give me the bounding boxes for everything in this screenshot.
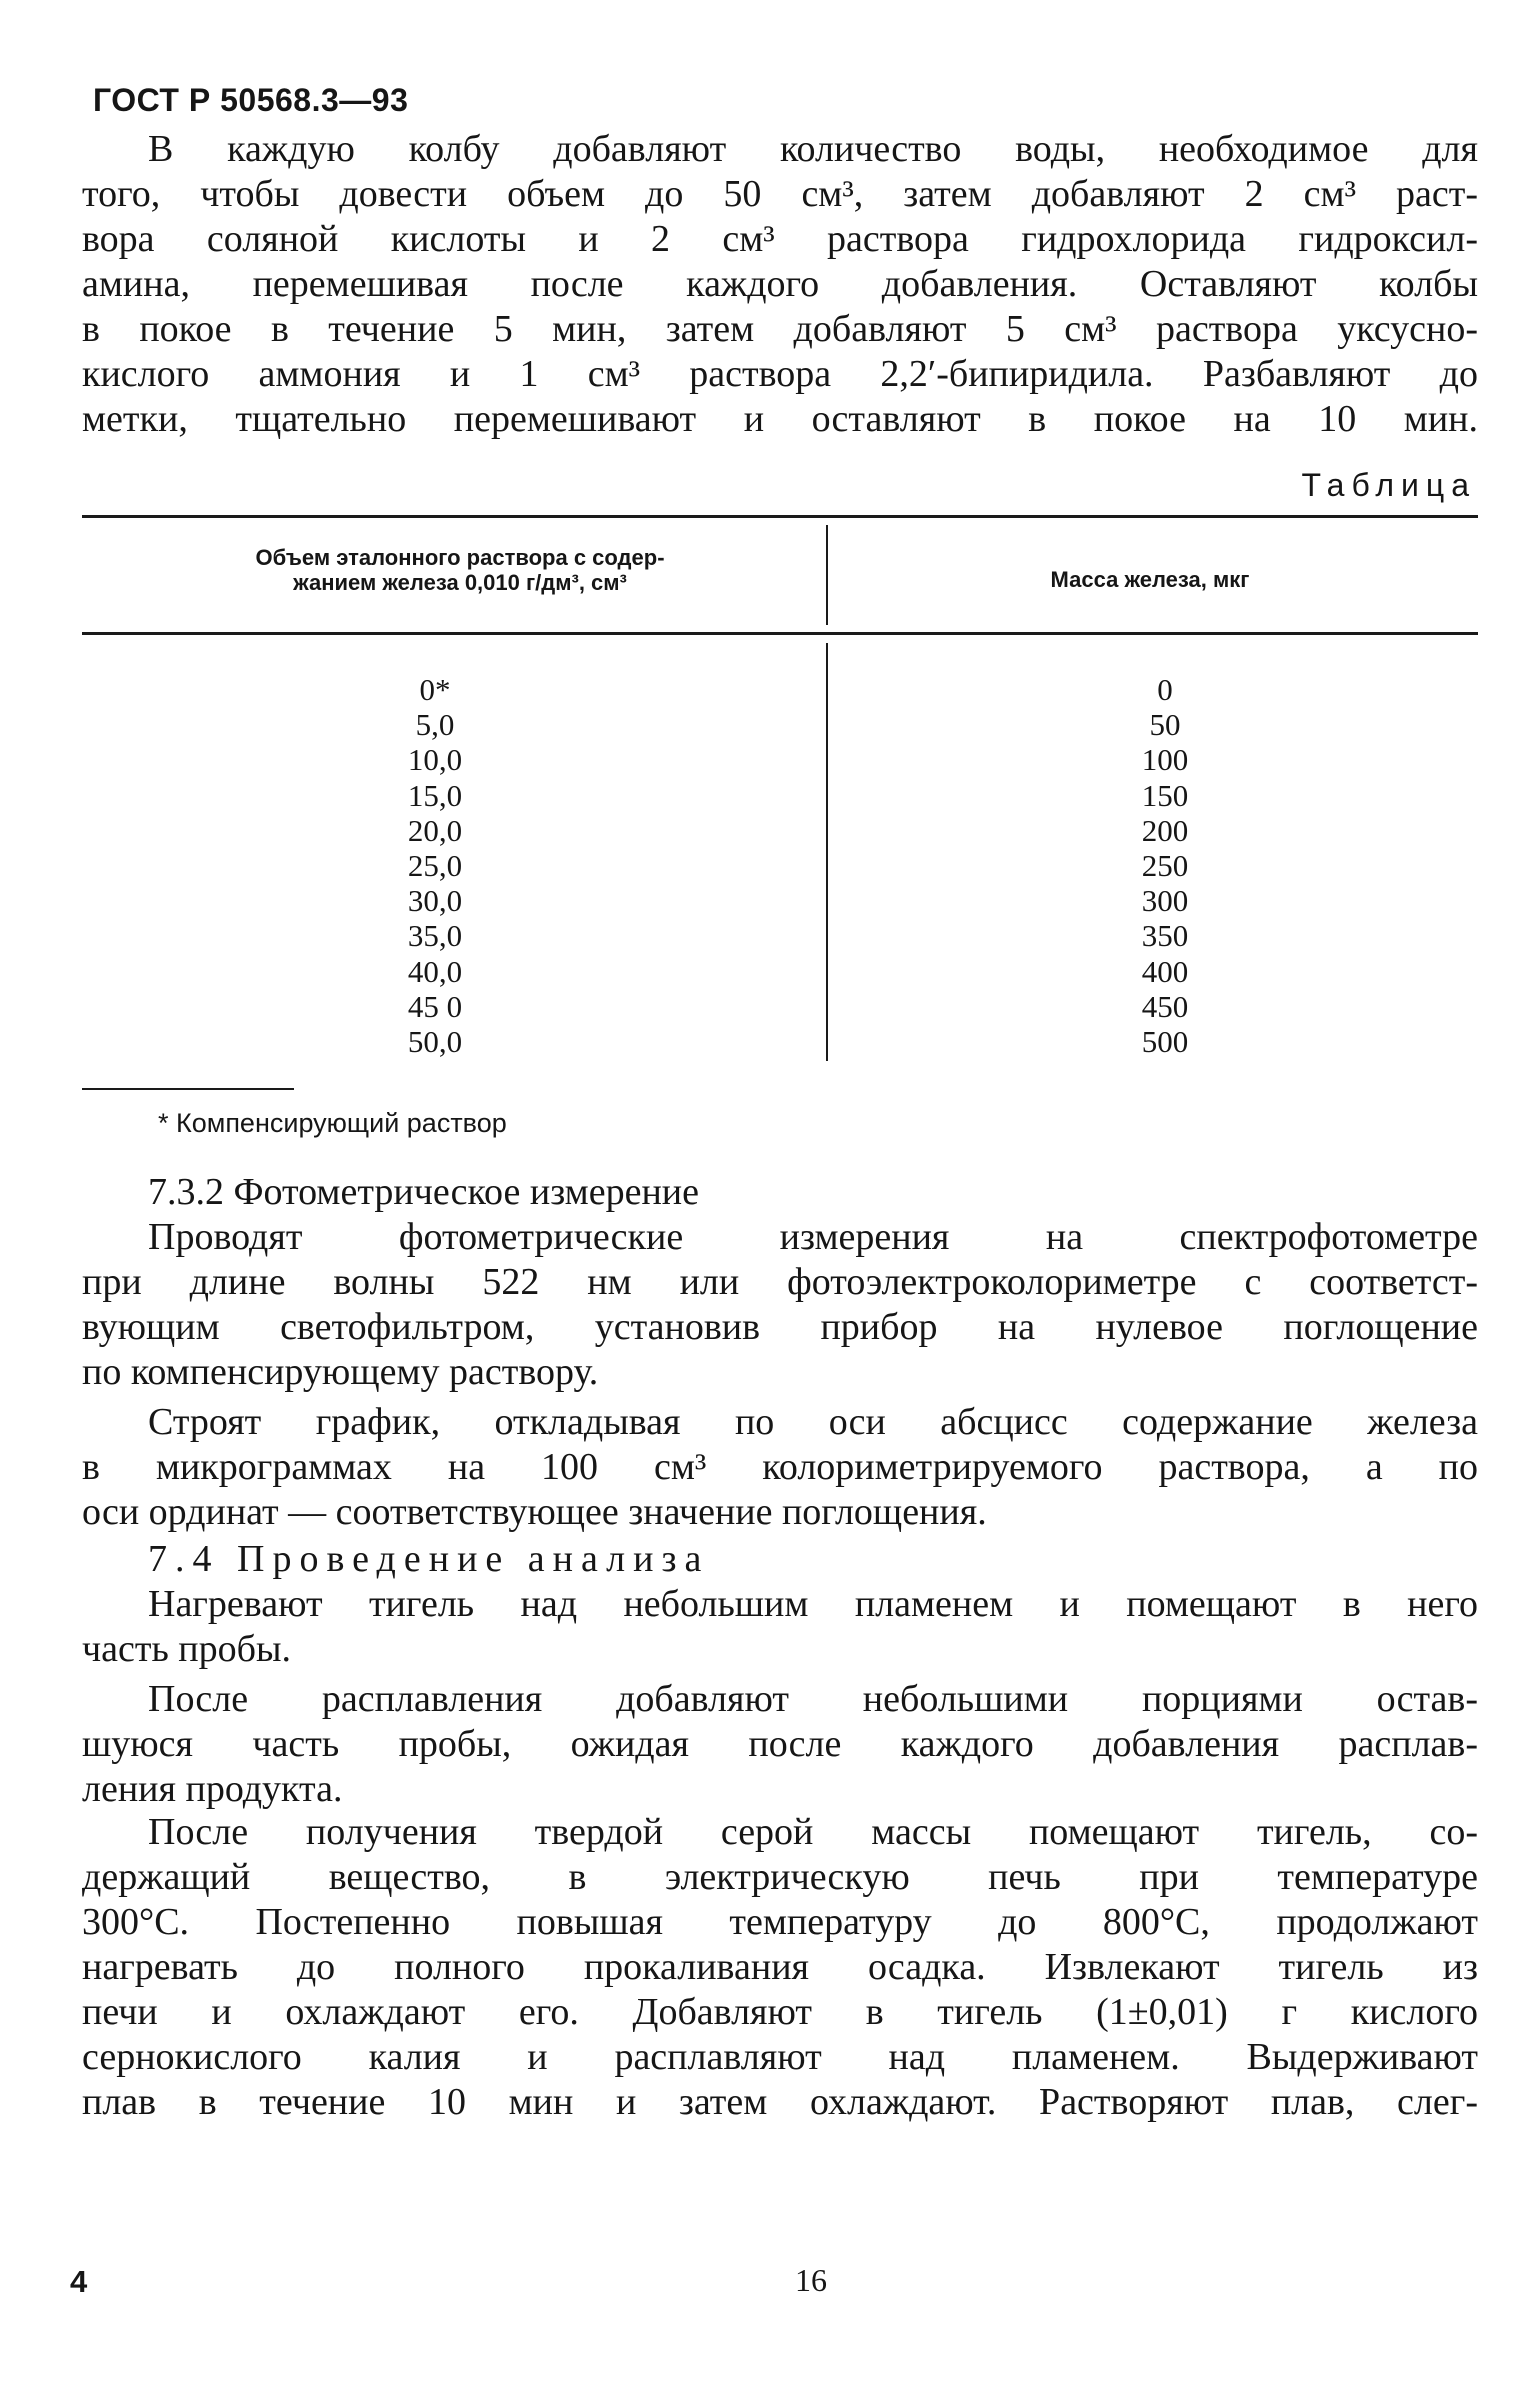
text-line: нагревать до полного прокаливания осадка. Извлекают тигель из — [82, 1946, 1478, 1988]
text-line: кислого аммония и 1 см³ раствора 2,2′-бипиридила. Разбавляют до — [82, 353, 1478, 395]
table-footnote: * Компенсирующий раствор — [158, 1108, 507, 1138]
text-line: 300°С. Постепенно повышая температуру до 800°С, продолжают — [82, 1901, 1478, 1943]
document-code: ГОСТ Р 50568.3—93 — [93, 82, 409, 118]
text-line: плав в течение 10 мин и затем охлаждают. Растворяют плав, слег- — [82, 2081, 1478, 2123]
paragraph-photometric-1 — [82, 1215, 1478, 1395]
table-cell: 0 — [1157, 672, 1173, 707]
table-cell: 35,0 — [407, 918, 463, 954]
text-line: вора соляной кислоты и 2 см³ раствора гидрохлорида гидроксил- — [82, 218, 1478, 260]
table-cell: 15,0 — [407, 777, 463, 813]
text-line: печи и охлаждают его. Добавляют в тигель (1±0,01) г кислого — [82, 1991, 1478, 2033]
section-heading-7-4: 7.4 Проведение анализа — [148, 1538, 710, 1580]
text-line: В каждую колбу добавляют количество воды, необходимое для — [148, 128, 1478, 170]
table-cell: 30,0 — [407, 883, 463, 919]
table-cell: 10,0 — [407, 742, 463, 778]
text-line: Строят график, откладывая по оси абсцисс содержание железа — [148, 1401, 1478, 1443]
text-line: в покое в течение 5 мин, затем добавляют 5 см³ раствора уксусно- — [82, 308, 1478, 350]
paragraph-analysis-1 — [82, 1582, 1478, 1672]
text-line: шуюся часть пробы, ожидая после каждого добавления расплав- — [82, 1723, 1478, 1765]
section-heading-7-3-2: 7.3.2 Фотометрическое измерение — [148, 1171, 699, 1213]
paragraph-photometric-2 — [82, 1400, 1478, 1535]
text-line: часть пробы. — [82, 1628, 291, 1670]
table-cell: 45 0 — [407, 988, 463, 1024]
column-header-mass: Масса железа, мкг — [1050, 567, 1250, 592]
text-line: по компенсирующему раствору. — [82, 1351, 599, 1393]
table-cell: 500 — [1141, 1024, 1189, 1060]
table-cell: 20,0 — [407, 812, 463, 848]
text-line: в микрограммах на 100 см³ колориметрируемого раствора, а по — [82, 1446, 1478, 1488]
table-cell: 40,0 — [407, 953, 463, 989]
column-header-line: жанием железа 0,010 г/дм³, см³ — [293, 570, 627, 595]
page-number-left: 4 — [70, 2264, 88, 2299]
column-header-line: Объем эталонного раствора с содер- — [255, 545, 665, 570]
text-line: того, чтобы довести объем до 50 см³, затем добавляют 2 см³ раст- — [82, 173, 1478, 215]
table-cell: 250 — [1141, 848, 1189, 884]
text-line: После получения твердой серой массы помещают тигель, со- — [148, 1811, 1478, 1853]
table-cell: 25,0 — [407, 848, 463, 884]
page-number-center: 16 — [795, 2262, 827, 2298]
table-cell: 400 — [1141, 953, 1189, 989]
table-cell: 50,0 — [407, 1024, 463, 1060]
table-column-divider — [826, 525, 828, 625]
column-header-volume — [120, 545, 800, 595]
table-top-rule — [82, 515, 1478, 518]
text-line: Нагревают тигель над небольшим пламенем и помещают в него — [148, 1583, 1478, 1625]
text-line: Проводят фотометрические измерения на спектрофотометре — [148, 1216, 1478, 1258]
paragraph-analysis-3 — [82, 1810, 1478, 2125]
table-cell: 100 — [1141, 742, 1189, 778]
paragraph-analysis-2 — [82, 1677, 1478, 1812]
table-cell: 450 — [1141, 988, 1189, 1024]
text-line: метки, тщательно перемешивают и оставляют в покое на 10 мин. — [82, 398, 1478, 440]
table-column-divider — [826, 643, 828, 1061]
table-cell: 0* — [419, 672, 451, 707]
table-cell: 200 — [1141, 812, 1189, 848]
intro-paragraph — [82, 127, 1478, 442]
table-caption: Таблица — [1301, 467, 1476, 503]
text-line: сернокислого калия и расплавляют над пламенем. Выдерживают — [82, 2036, 1478, 2078]
table-cell: 50 — [1149, 707, 1181, 743]
table-cell: 5,0 — [415, 707, 455, 743]
text-line: при длине волны 522 нм или фотоэлектроколориметре с соответст- — [82, 1261, 1478, 1303]
mass-column — [1080, 672, 1250, 1059]
text-line: ления продукта. — [82, 1768, 343, 1810]
table-cell: 150 — [1141, 777, 1189, 813]
text-line: После расплавления добавляют небольшими порциями остав- — [148, 1678, 1478, 1720]
text-line: держащий вещество, в электрическую печь при температуре — [82, 1856, 1478, 1898]
text-line: оси ординат — соответствующее значение поглощения. — [82, 1491, 987, 1533]
text-line: амина, перемешивая после каждого добавления. Оставляют колбы — [82, 263, 1478, 305]
table-cell: 350 — [1141, 918, 1189, 954]
footnote-rule — [82, 1088, 294, 1090]
text-line: вующим светофильтром, установив прибор на нулевое поглощение — [82, 1306, 1478, 1348]
volume-column — [350, 672, 520, 1059]
table-header-rule — [82, 632, 1478, 635]
table-cell: 300 — [1141, 883, 1189, 919]
